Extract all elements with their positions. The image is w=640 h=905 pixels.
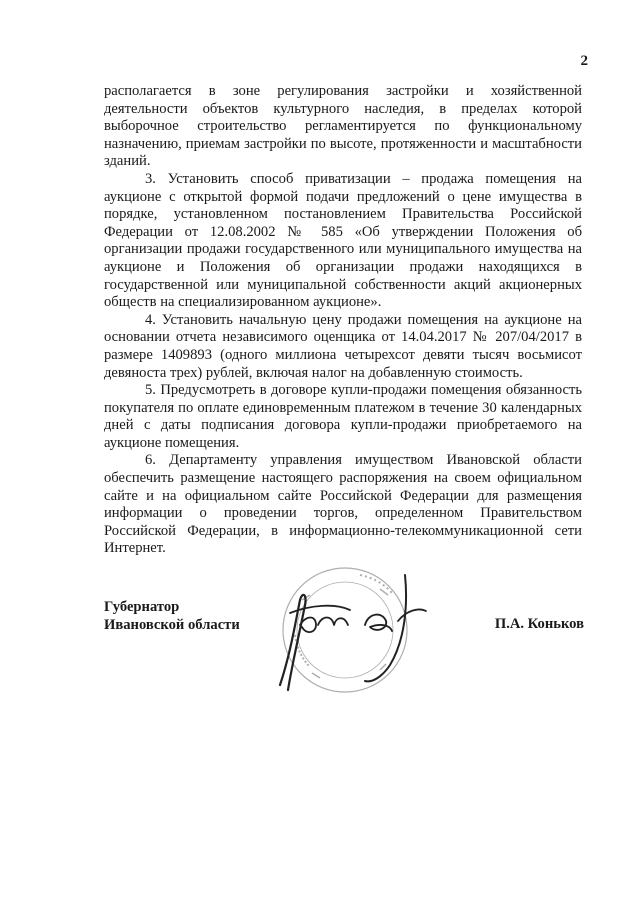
paragraph-item-4: 4. Установить начальную цену продажи помещения на аукционе на основании отчета независимого оценщика от 14.04.2017 № 207/04/2017 в размере 1409893 (одного миллиона четырехсот девяти тысяч восьмисот девяноста трех) рублей, включая налог на добавленную стоимость. bbox=[104, 311, 582, 381]
handwritten-signature-icon bbox=[280, 575, 426, 690]
signatory-title: Губернатор bbox=[104, 599, 180, 615]
paragraph-item-5: 5. Предусмотреть в договоре купли-продажи помещения обязанность покупателя по оплате единовременным платежом в течение 30 календарных дней с даты подписания договора купли-продажи приобретаемого на аукционе помещения. bbox=[104, 382, 582, 451]
paragraph-continuation: располагается в зоне регулирования застройки и хозяйственной деятельности объектов культурного наследия, в пределах которой выборочное строительство регламентируется по функциональному назначению, приемам застройки по высоте, протяженности и масштабности зданий. bbox=[104, 83, 582, 170]
stamp-and-signature bbox=[240, 555, 470, 705]
signatory-position bbox=[104, 598, 240, 634]
signatory-region: Ивановской области bbox=[104, 617, 240, 633]
signatory-name: П.А. Коньков bbox=[494, 616, 584, 632]
document-body bbox=[104, 83, 582, 558]
page-number: 2 bbox=[580, 53, 588, 69]
paragraph-item-6: 6. Департаменту управления имуществом Ивановской области обеспечить размещение настоящего распоряжения на своем официальном сайте и на официальном сайте Российской Федерации для размещения информации о проведении торгов, определенном Правительством Российской Федерации, в информационно-телекоммуникационной сети Интернет. bbox=[104, 452, 582, 557]
paragraph-item-3: 3. Установить способ приватизации – продажа помещения на аукционе с открытой формой подачи предложений о цене имущества в порядке, установленном постановлением Правительства Российской Федерации от 12.08.2002 № 585 «Об утверждении Положения об организации продажи государственного или муниципального имущества на аукционе и Положения об организации продажи находящихся в государственной или муниципальной собственности акций акционерных обществ на специализированном аукционе». bbox=[104, 170, 582, 311]
official-seal-icon bbox=[283, 568, 407, 692]
